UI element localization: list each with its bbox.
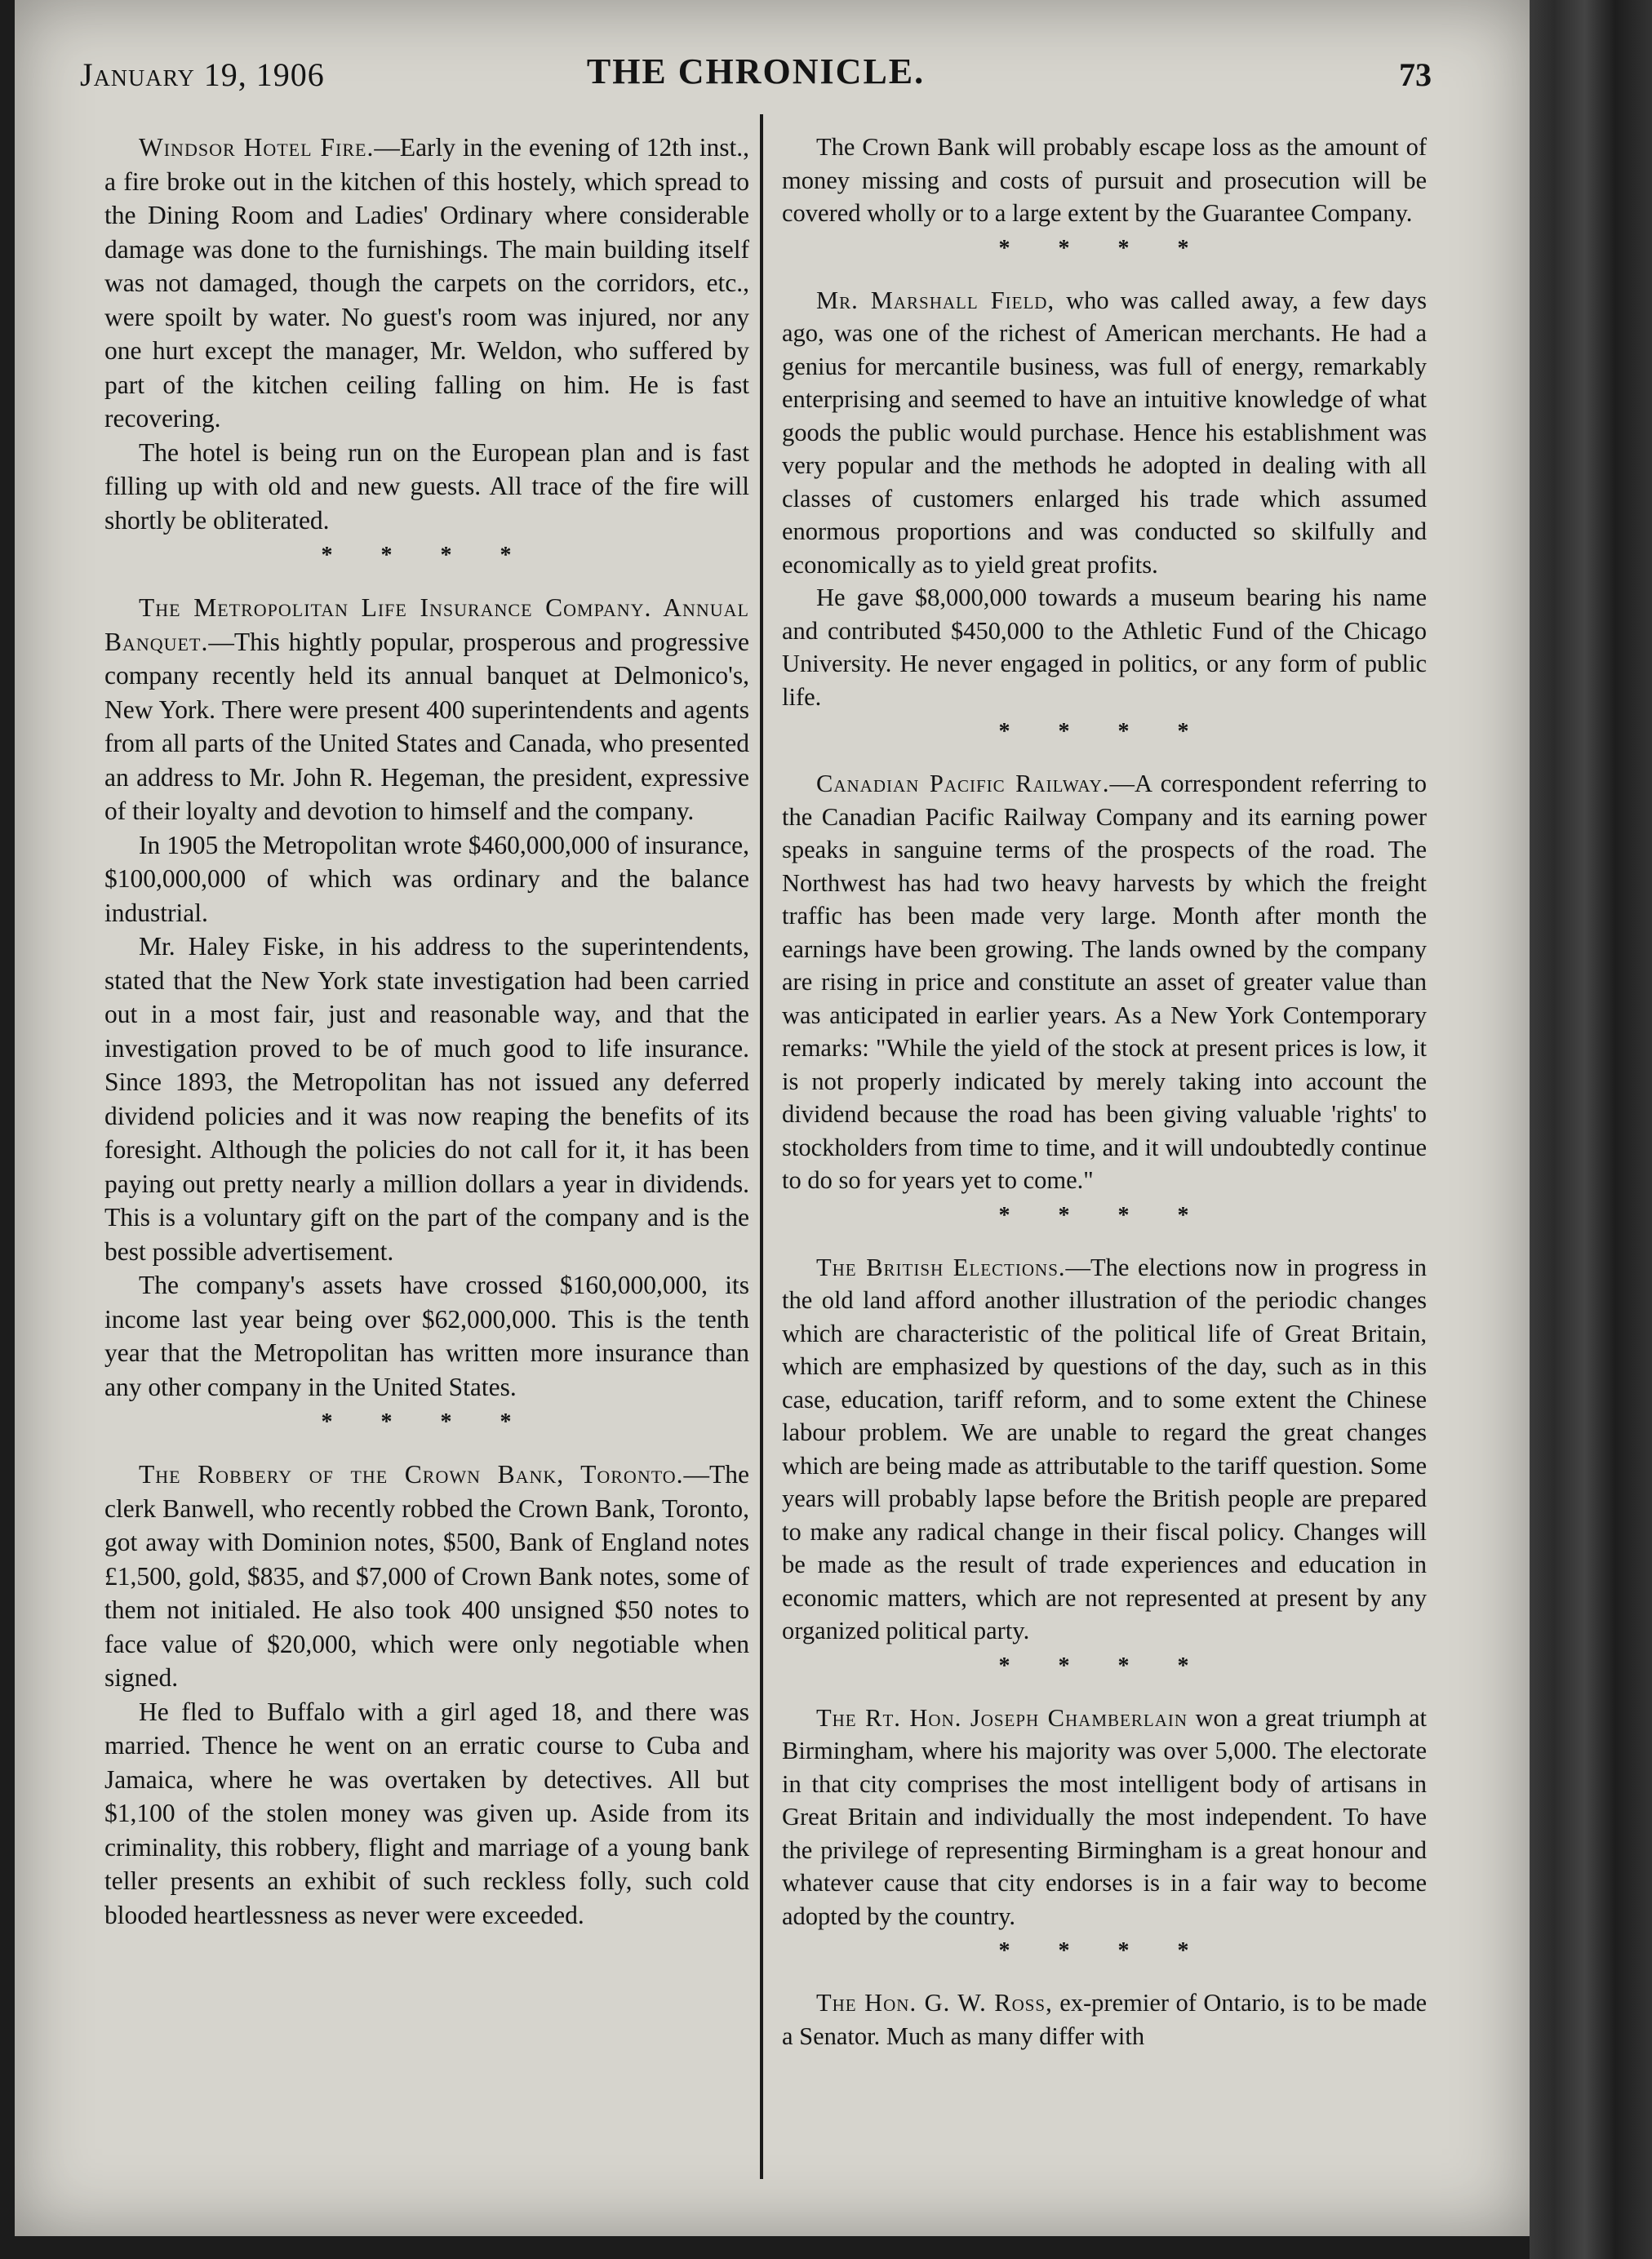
headline-metropolitan: The Metropolitan Life Insurance Company. Annual Banquet. <box>104 593 749 656</box>
issue-date: January 19, 1906 <box>80 56 325 93</box>
article-british-elections: The British Elections.—The elections now in progress in the old land afford another illustration of the periodic changes which are characteristic of the political life of Great Britain, which are emphasized by questions of the day, such as in this case, education, tariff reform, and to some extent the Chinese labour problem. We are unable to regard the great changes which are being made as attributable to the tariff question. Some years will probably lapse before the British people are prepared to make any radical change in their fiscal policy. Changes will be made as the result of trade experiences and education in economic matters, which are not represented at present by any organized political party. <box>782 1253 1427 1644</box>
section-separator: * * * * <box>321 1409 533 1435</box>
left-column <box>104 131 749 1932</box>
article-windsor-hotel-fire: Windsor Hotel Fire.—Early in the evening of 12th inst., a fire broke out in the kitchen of this hostely, which spread to the Dining Room and Ladies' Ordinary where considerable damage was done to the furnishings. The main building itself was not damaged, though the carpets on the corridors, etc., were spoilt by water. No guest's room was injured, nor any one hurt except the manager, Mr. Weldon, who suffered by part of the kitchen ceiling falling on him. He is fast recovering. <box>104 133 749 433</box>
paragraph: Mr. Haley Fiske, in his address to the superintendents, stated that the New York state investigation had been carried out in a most fair, just and reasonable way, and that the investigation proved to be of much good to life insurance. Since 1893, the Metropolitan has not issued any deferred dividend policies and it was now reaping the benefits of its foresight. Although the policies do not call for it, it has been paying out pretty nearly a million dollars a year in dividends. This is a voluntary gift on the part of the company and is the best possible advertisement. <box>104 932 749 1266</box>
page-number: 73 <box>1399 56 1432 93</box>
headline-chamberlain: The Rt. Hon. Joseph Chamberlain <box>816 1703 1188 1732</box>
headline-robbery: The Robbery of the Crown Bank, Toronto. <box>139 1460 684 1489</box>
page-header <box>80 46 1432 103</box>
headline-ross: The Hon. G. W. Ross, <box>816 1989 1053 2017</box>
section-separator: * * * * <box>998 235 1210 261</box>
section-separator: * * * * <box>998 1938 1210 1964</box>
article-crown-bank-robbery: The Robbery of the Crown Bank, Toronto.—The clerk Banwell, who recently robbed the Crown Bank, Toronto, got away with Dominion notes, $500, Bank of England notes £1,500, gold, $835, and $7,000 of Crown Bank notes, some of them not initialed. He also took 400 unsigned $50 notes to face value of $20,000, which were only negotiable when signed. <box>104 1460 749 1692</box>
article-metropolitan-life: The Metropolitan Life Insurance Company. Annual Banquet.—This hightly popular, prosperous and progressive company recently held its annual banquet at Delmonico's, New York. There were present 400 superintendents and agents from all parts of the United States and Canada, who presented an address to Mr. John R. Hegeman, the president, expressive of their loyalty and devotion to himself and the company. <box>104 593 749 825</box>
publication-title: THE CHRONICLE. <box>586 51 926 91</box>
column-rule <box>760 114 763 2179</box>
paragraph: He gave $8,000,000 towards a museum bearing his name and contributed $450,000 to the Athletic Fund of the Chicago University. He never engaged in politics, or any form of public life. <box>782 584 1427 711</box>
section-separator: * * * * <box>321 543 533 568</box>
paragraph: The hotel is being run on the European plan and is fast filling up with old and new guests. All trace of the fire will shortly be obliterated. <box>104 437 749 535</box>
section-separator: * * * * <box>998 719 1210 744</box>
article-marshall-field: Mr. Marshall Field, who was called away, a few days ago, was one of the richest of American merchants. He had a genius for mercantile business, was full of energy, remarkably enterprising and seemed to have an intuitive knowledge of what goods the public would purchase. Hence his establishment was very popular and the methods he adopted in dealing with all classes of customers enlarged his trade which assumed enormous proportions and was conducted so skilfully and economically as to yield great profits. <box>782 286 1427 579</box>
book-binding <box>1530 0 1652 2259</box>
paragraph: He fled to Buffalo with a girl aged 18, and there was married. Thence he went on an erratic course to Cuba and Jamaica, where he was overtaken by detectives. All but $1,100 of the stolen money was given up. Aside from its criminality, this robbery, flight and marriage of a young bank teller presents an exhibit of such reckless folly, such cold blooded heartlessness as never were exceeded. <box>104 1697 749 1929</box>
article-canadian-pacific: Canadian Pacific Railway.—A correspondent referring to the Canadian Pacific Railway Company and its earning power speaks in sanguine terms of the prospects of the road. The Northwest has had two heavy harvests by which the freight traffic has been made very large. Month after month the earnings have been growing. The lands owned by the company are rising in price and constitute an asset of greater value than was anticipated in earlier years. As a New York Contemporary remarks: "While the yield of the stock at present prices is low, it is not properly indicated by merely taking into account the dividend because the road has been giving valuable 'rights' to stockholders from time to time, and it will undoubtedly continue to do so for years yet to come." <box>782 770 1427 1194</box>
headline-windsor: Windsor Hotel Fire. <box>139 133 375 162</box>
paragraph: The Crown Bank will probably escape loss as the amount of money missing and costs of pursuit and prosecution will be covered wholly or to a large extent by the Guarantee Company. <box>782 133 1427 227</box>
article-chamberlain: The Rt. Hon. Joseph Chamberlain won a great triumph at Birmingham, where his majority was over 5,000. The electorate in that city comprises the most intelligent body of artisans in Great Britain and individually the most independent. To have the privilege of representing Birmingham is a great honour and whatever cause that city endorses is in a fair way to become adopted by the country. <box>782 1703 1428 1930</box>
paragraph: The company's assets have crossed $160,000,000, its income last year being over $62,000,000. This is the tenth year that the Metropolitan has written more insurance than any other company in the United States. <box>104 1271 749 1401</box>
paragraph: In 1905 the Metropolitan wrote $460,000,000 of insurance, $100,000,000 of which was ordinary and the balance industrial. <box>104 830 749 927</box>
section-separator: * * * * <box>998 1202 1210 1228</box>
right-column <box>782 131 1427 2053</box>
section-separator: * * * * <box>998 1653 1210 1679</box>
headline-elections: The British Elections. <box>816 1253 1066 1281</box>
article-ross: The Hon. G. W. Ross, ex-premier of Ontario, is to be made a Senator. Much as many differ with <box>782 1989 1428 2050</box>
headline-field: Mr. Marshall Field, <box>816 286 1055 314</box>
newspaper-page <box>15 0 1530 2236</box>
headline-cpr: Canadian Pacific Railway. <box>816 770 1110 797</box>
